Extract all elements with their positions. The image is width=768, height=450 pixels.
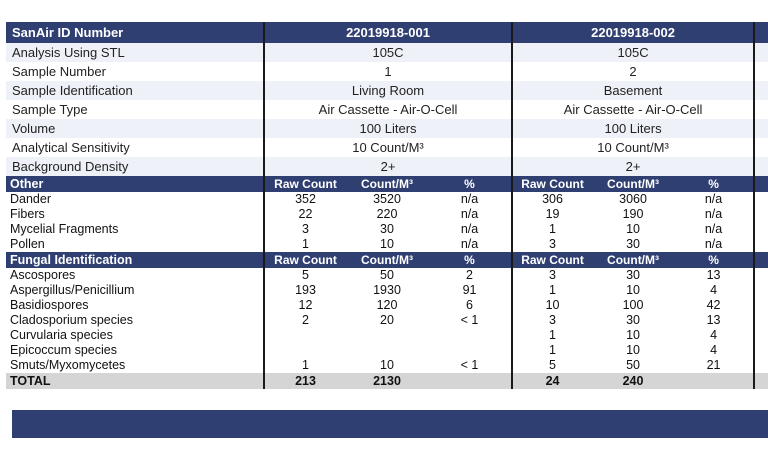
info-value-1: 1 <box>264 62 512 81</box>
s2-pct: 13 <box>674 313 754 328</box>
info-label: Analysis Using STL <box>6 43 264 62</box>
s1-count: 1930 <box>346 283 428 298</box>
s2-count: 50 <box>592 358 674 373</box>
row-label: Curvularia species <box>6 328 264 343</box>
s2-raw: 306 <box>512 192 592 207</box>
table-row <box>6 283 768 298</box>
s2-pct: n/a <box>674 207 754 222</box>
s1-raw: 12 <box>264 298 346 313</box>
table-row <box>6 268 768 283</box>
s1-raw <box>264 343 346 358</box>
s1-pct: n/a <box>428 237 512 252</box>
s1-pct <box>428 343 512 358</box>
total-row <box>6 373 768 389</box>
info-value-1: Living Room <box>264 81 512 100</box>
s1-pct: n/a <box>428 192 512 207</box>
s1-raw: 2 <box>264 313 346 328</box>
s2-raw: 19 <box>512 207 592 222</box>
table-row <box>6 207 768 222</box>
s2-count: 3060 <box>592 192 674 207</box>
s2-pct: n/a <box>674 192 754 207</box>
s2-raw: 3 <box>512 237 592 252</box>
info-value-2: 105C <box>512 43 754 62</box>
s1-total-count: 2130 <box>346 373 428 389</box>
s2-raw: 1 <box>512 283 592 298</box>
table-row <box>6 358 768 373</box>
info-value-2: Basement <box>512 81 754 100</box>
info-value-1: 105C <box>264 43 512 62</box>
s2-count: 30 <box>592 268 674 283</box>
count-m3-header: Count/M³ <box>346 252 428 268</box>
s1-count: 10 <box>346 358 428 373</box>
s1-pct <box>428 328 512 343</box>
table-row <box>6 343 768 358</box>
table-row <box>6 222 768 237</box>
s1-pct: n/a <box>428 222 512 237</box>
s1-count: 20 <box>346 313 428 328</box>
info-label: Volume <box>6 119 264 138</box>
row-label: Fibers <box>6 207 264 222</box>
row-label: Mycelial Fragments <box>6 222 264 237</box>
sample-1-id: 22019918-001 <box>264 22 512 43</box>
info-value-1: 2+ <box>264 157 512 176</box>
id-header-row <box>6 22 768 43</box>
table-row <box>6 328 768 343</box>
row-label: Basidiospores <box>6 298 264 313</box>
section-header-fungal <box>6 252 768 268</box>
row-label: Ascospores <box>6 268 264 283</box>
s2-raw: 1 <box>512 343 592 358</box>
s1-pct: 2 <box>428 268 512 283</box>
s1-count: 30 <box>346 222 428 237</box>
s2-count: 190 <box>592 207 674 222</box>
s1-count: 120 <box>346 298 428 313</box>
s2-count: 100 <box>592 298 674 313</box>
row-label: Aspergillus/Penicillium <box>6 283 264 298</box>
s1-raw: 1 <box>264 237 346 252</box>
table-row <box>6 313 768 328</box>
row-label: Pollen <box>6 237 264 252</box>
s2-pct: n/a <box>674 222 754 237</box>
row-label: Epicoccum species <box>6 343 264 358</box>
s2-count: 10 <box>592 283 674 298</box>
info-label: Sample Type <box>6 100 264 119</box>
row-label: Smuts/Myxomycetes <box>6 358 264 373</box>
s1-pct: < 1 <box>428 358 512 373</box>
s2-count: 30 <box>592 237 674 252</box>
s1-count <box>346 343 428 358</box>
s2-total-count: 240 <box>592 373 674 389</box>
info-value-2: Air Cassette - Air-O-Cell <box>512 100 754 119</box>
s1-raw: 5 <box>264 268 346 283</box>
sample-results-table <box>6 22 768 389</box>
s2-count: 30 <box>592 313 674 328</box>
s2-pct: n/a <box>674 237 754 252</box>
count-m3-header: Count/M³ <box>346 176 428 192</box>
percent-header: % <box>428 252 512 268</box>
info-label: Sample Number <box>6 62 264 81</box>
info-value-2: 2 <box>512 62 754 81</box>
s2-total-pct <box>674 373 754 389</box>
s1-pct: < 1 <box>428 313 512 328</box>
table-row <box>6 192 768 207</box>
s1-count: 10 <box>346 237 428 252</box>
info-row <box>6 62 768 81</box>
section-title: Other <box>6 176 264 192</box>
s2-pct: 42 <box>674 298 754 313</box>
row-label: Cladosporium species <box>6 313 264 328</box>
info-value-2: 2+ <box>512 157 754 176</box>
section-header-other <box>6 176 768 192</box>
s1-raw: 22 <box>264 207 346 222</box>
raw-count-header: Raw Count <box>264 252 346 268</box>
s1-total-pct <box>428 373 512 389</box>
raw-count-header: Raw Count <box>264 176 346 192</box>
s2-pct: 4 <box>674 343 754 358</box>
info-label: Analytical Sensitivity <box>6 138 264 157</box>
s2-total-raw: 24 <box>512 373 592 389</box>
percent-header: % <box>674 252 754 268</box>
s2-count: 10 <box>592 328 674 343</box>
info-value-1: 10 Count/M³ <box>264 138 512 157</box>
s2-raw: 1 <box>512 328 592 343</box>
s1-total-raw: 213 <box>264 373 346 389</box>
info-row <box>6 119 768 138</box>
row-label: Dander <box>6 192 264 207</box>
info-row <box>6 100 768 119</box>
s2-count: 10 <box>592 222 674 237</box>
count-m3-header: Count/M³ <box>592 176 674 192</box>
info-value-2: 10 Count/M³ <box>512 138 754 157</box>
section-title: Fungal Identification <box>6 252 264 268</box>
s2-pct: 4 <box>674 283 754 298</box>
s1-pct: 6 <box>428 298 512 313</box>
info-row <box>6 157 768 176</box>
s2-raw: 5 <box>512 358 592 373</box>
info-row <box>6 43 768 62</box>
info-value-1: 100 Liters <box>264 119 512 138</box>
percent-header: % <box>428 176 512 192</box>
s2-raw: 10 <box>512 298 592 313</box>
table-row <box>6 237 768 252</box>
info-row <box>6 81 768 100</box>
s2-raw: 1 <box>512 222 592 237</box>
sample-2-id: 22019918-002 <box>512 22 754 43</box>
info-label: Background Density <box>6 157 264 176</box>
s2-count: 10 <box>592 343 674 358</box>
count-m3-header: Count/M³ <box>592 252 674 268</box>
s1-raw: 1 <box>264 358 346 373</box>
footer-bar <box>12 410 768 438</box>
s1-raw <box>264 328 346 343</box>
s2-pct: 13 <box>674 268 754 283</box>
percent-header: % <box>674 176 754 192</box>
id-header-label: SanAir ID Number <box>6 22 264 43</box>
info-value-2: 100 Liters <box>512 119 754 138</box>
s1-count: 220 <box>346 207 428 222</box>
s2-raw: 3 <box>512 268 592 283</box>
info-label: Sample Identification <box>6 81 264 100</box>
s1-pct: 91 <box>428 283 512 298</box>
raw-count-header: Raw Count <box>512 252 592 268</box>
raw-count-header: Raw Count <box>512 176 592 192</box>
s1-raw: 3 <box>264 222 346 237</box>
info-row <box>6 138 768 157</box>
s1-pct: n/a <box>428 207 512 222</box>
s2-raw: 3 <box>512 313 592 328</box>
total-label: TOTAL <box>6 373 264 389</box>
s1-count: 50 <box>346 268 428 283</box>
s1-raw: 352 <box>264 192 346 207</box>
table-row <box>6 298 768 313</box>
s1-raw: 193 <box>264 283 346 298</box>
s1-count: 3520 <box>346 192 428 207</box>
s2-pct: 4 <box>674 328 754 343</box>
s1-count <box>346 328 428 343</box>
s2-pct: 21 <box>674 358 754 373</box>
info-value-1: Air Cassette - Air-O-Cell <box>264 100 512 119</box>
